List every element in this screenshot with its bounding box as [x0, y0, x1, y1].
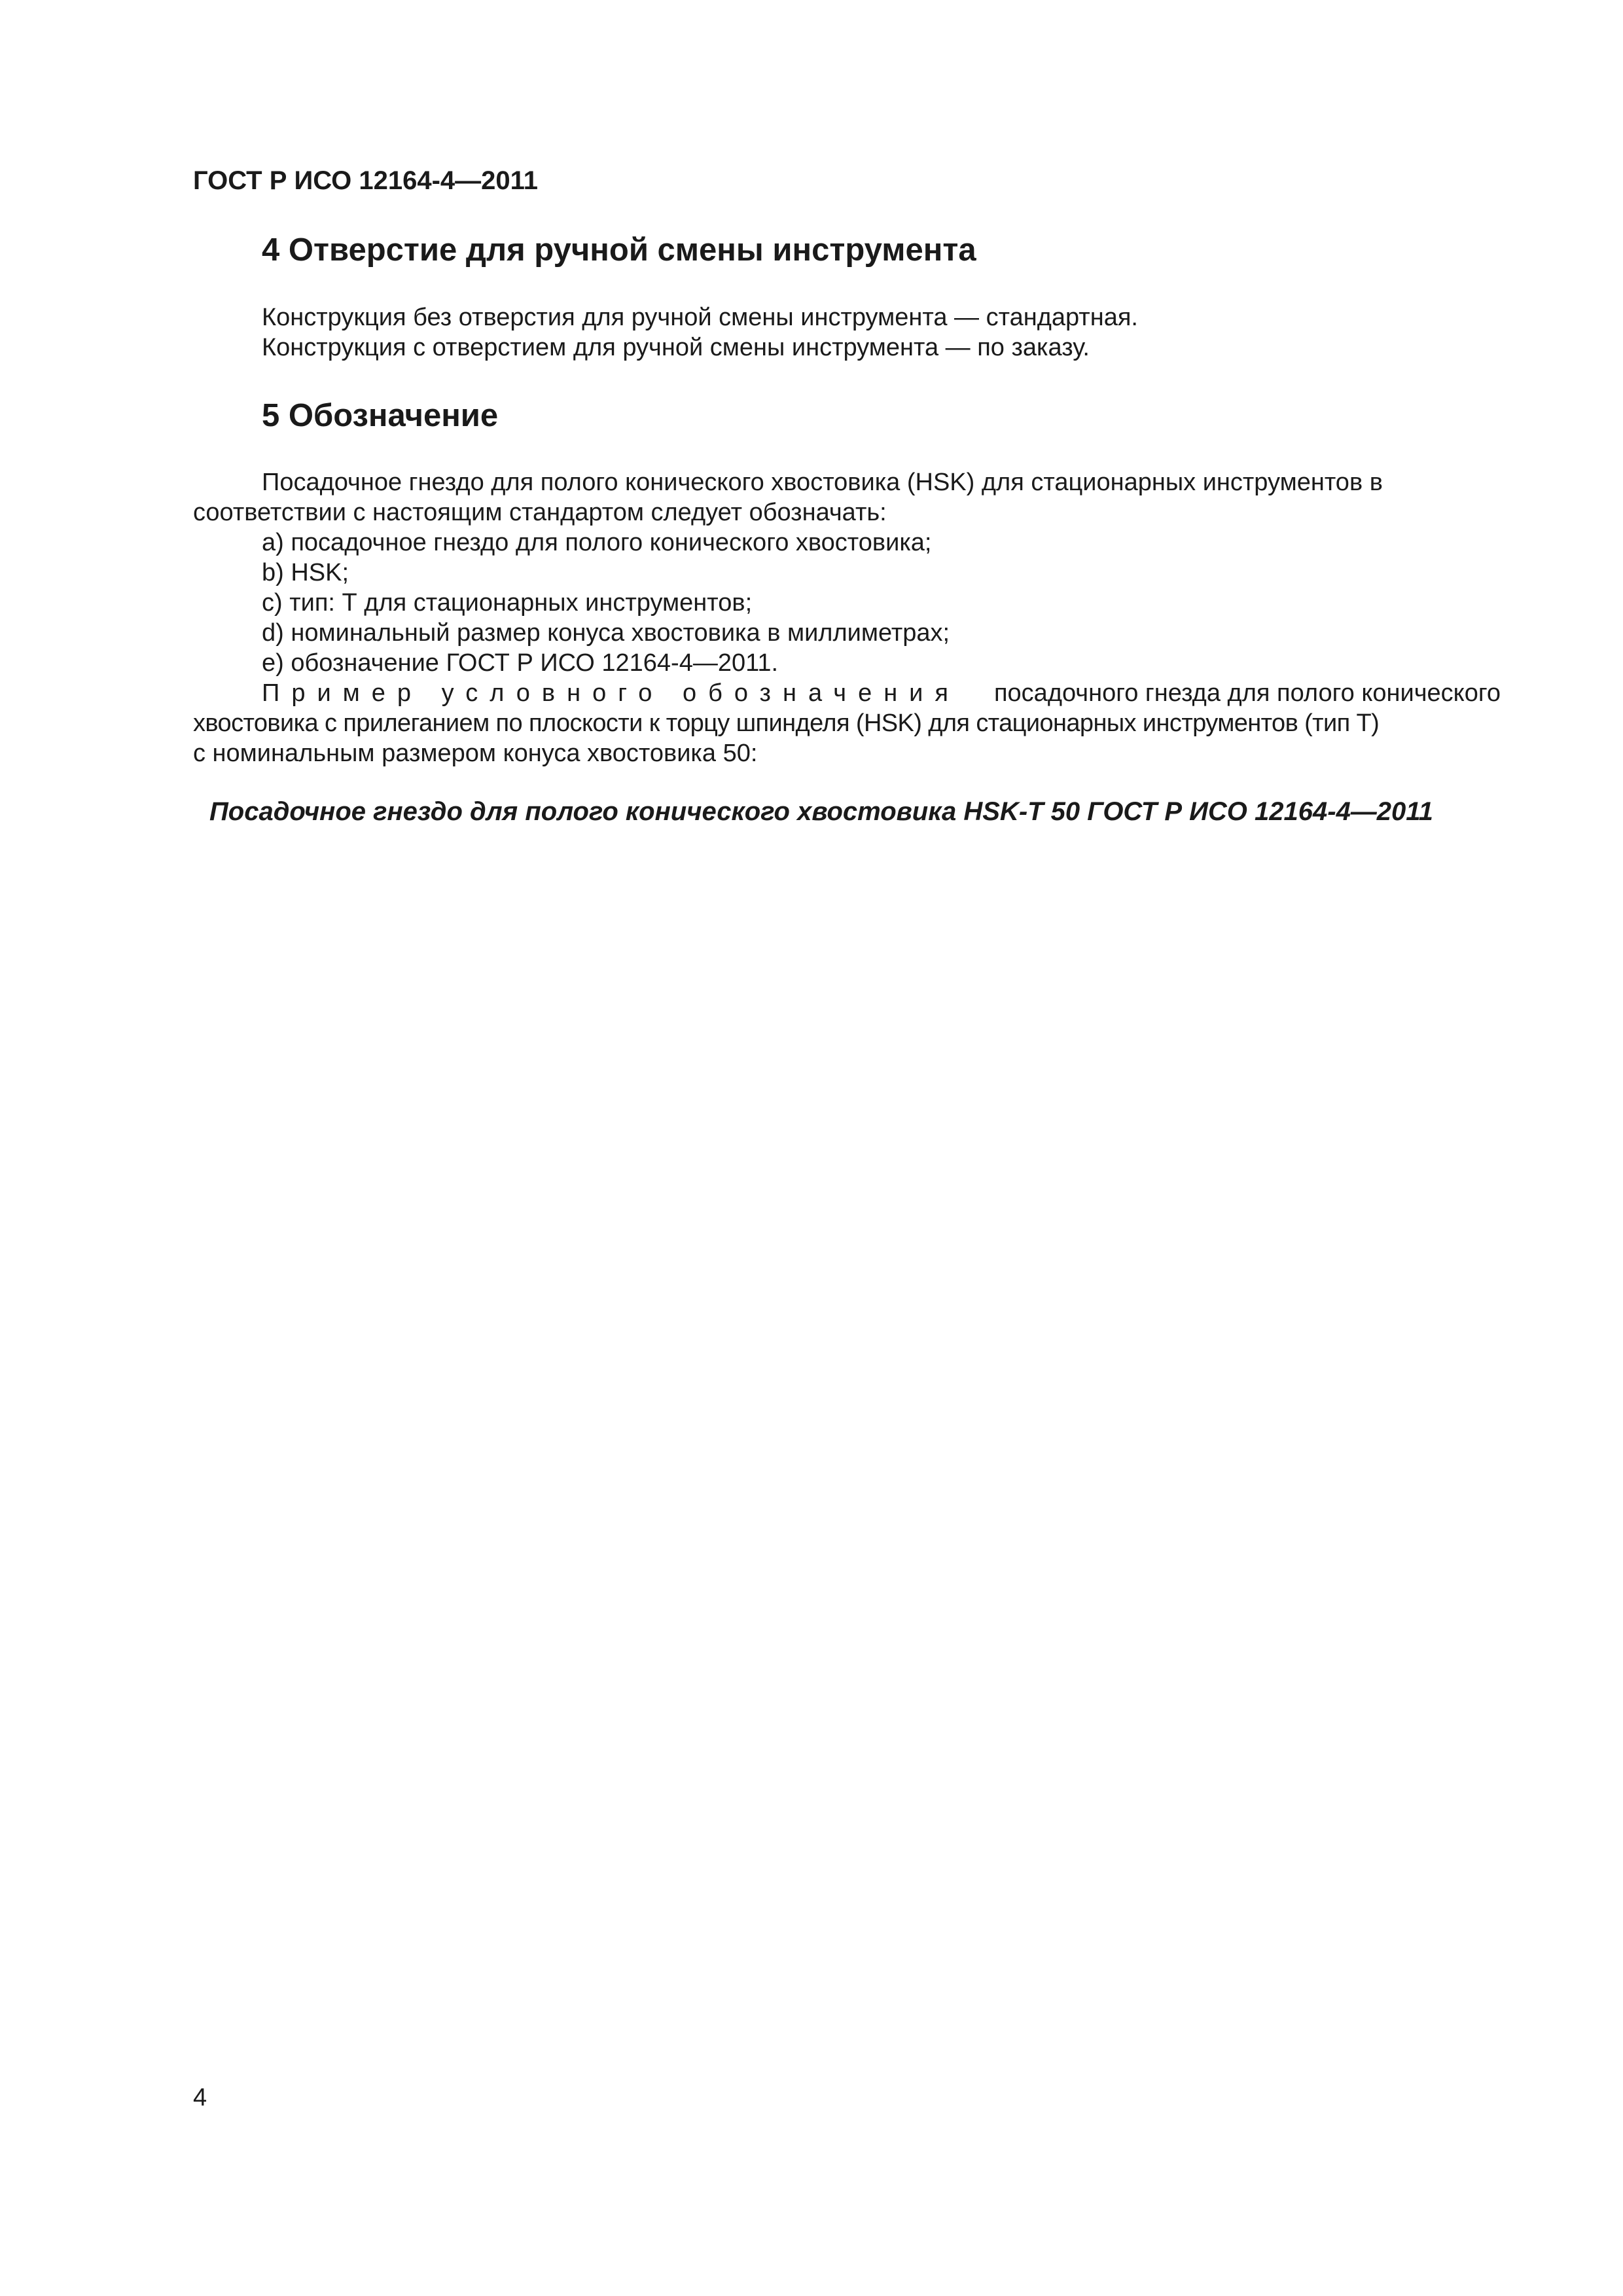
example-paragraph-line: хвостовика с прилеганием по плоскости к торцу шпинделя (HSK) для стационарных инструментов (тип Т): [193, 709, 1380, 737]
list-item-c: c) тип: Т для стационарных инструментов;: [262, 589, 753, 617]
example-paragraph-line: [262, 678, 1501, 708]
section-5-intro-line: соответствии с настоящим стандартом следует обозначать:: [193, 499, 887, 526]
example-paragraph-line: с номинальным размером конуса хвостовика 50:: [193, 740, 758, 767]
section-4-heading: 4 Отверстие для ручной смены инструмента: [262, 232, 976, 268]
list-item-b: b) HSK;: [262, 559, 349, 586]
section-5-heading: 5 Обозначение: [262, 398, 499, 433]
section-4-line: Конструкция с отверстием для ручной смены инструмента — по заказу.: [262, 334, 1090, 361]
example-designation: Посадочное гнездо для полого конического хвостовика HSK-T 50 ГОСТ Р ИСО 12164-4—2011: [209, 797, 1433, 826]
page-number: 4: [193, 2084, 207, 2111]
list-item-a: a) посадочное гнездо для полого конического хвостовика;: [262, 529, 932, 556]
list-item-d: d) номинальный размер конуса хвостовика в миллиметрах;: [262, 619, 950, 647]
document-header: ГОСТ Р ИСО 12164-4—2011: [193, 166, 538, 195]
example-label: Пример условного обозначения: [262, 679, 960, 707]
section-5-intro-line: Посадочное гнездо для полого конического хвостовика (HSK) для стационарных инструментов в: [262, 469, 1383, 496]
example-line-rest: посадочного гнезда для полого конического: [993, 679, 1501, 707]
section-4-line: Конструкция без отверстия для ручной смены инструмента — стандартная.: [262, 304, 1138, 331]
list-item-e: e) обозначение ГОСТ Р ИСО 12164-4—2011.: [262, 649, 779, 677]
